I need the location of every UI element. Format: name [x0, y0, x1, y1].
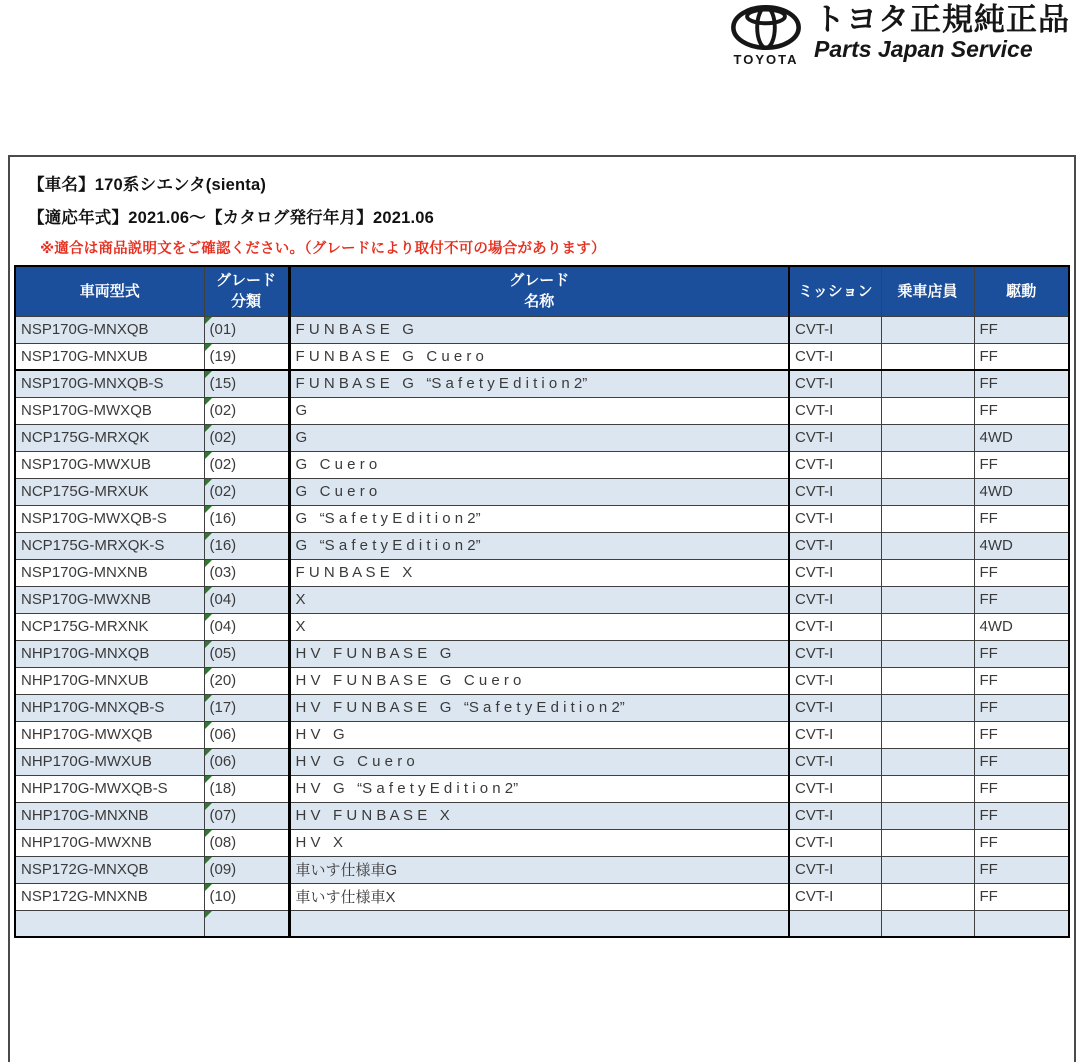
- cell-capacity: [881, 343, 974, 370]
- cell-grade-name: G: [289, 424, 789, 451]
- cell-capacity: [881, 316, 974, 343]
- cell-grade-class: [204, 424, 289, 451]
- cell-capacity: [881, 748, 974, 775]
- cell-model: NHP170G-MWXNB: [15, 829, 204, 856]
- cell-mission: CVT-I: [789, 694, 881, 721]
- header-grade-name-line1: グレード: [509, 272, 570, 290]
- cell-model: NCP175G-MRXQK-S: [15, 532, 204, 559]
- cell-drive: FF: [974, 640, 1069, 667]
- cell-grade-class: [204, 694, 289, 721]
- cell-grade-name: H V F U N B A S E X: [289, 802, 789, 829]
- cell-capacity: [881, 586, 974, 613]
- cell-capacity: [881, 775, 974, 802]
- table-row: [15, 775, 1069, 802]
- table-row: [15, 640, 1069, 667]
- cell-mission: CVT-I: [789, 829, 881, 856]
- cell-drive: FF: [974, 883, 1069, 910]
- table-header-row: [15, 266, 1069, 316]
- cell-grade-class-text: (15): [209, 375, 237, 393]
- cell-grade-class: [204, 910, 289, 937]
- cell-grade-class-text: (06): [209, 753, 237, 770]
- table-row: [15, 478, 1069, 505]
- cell-grade-name: F U N B A S E G C u e r o: [289, 343, 789, 370]
- cell-grade-class-text: (19): [209, 347, 237, 365]
- header-grade-class-line1: グレード: [215, 272, 276, 290]
- cell-grade-name: X: [289, 586, 789, 613]
- brand-subtitle: Parts Japan Service: [814, 36, 1033, 62]
- cell-mission: CVT-I: [789, 532, 881, 559]
- comment-marker-icon: [205, 533, 212, 540]
- header-grade-class-line2: 分類: [230, 293, 261, 311]
- cell-mission: CVT-I: [789, 478, 881, 505]
- cell-grade-class-text: (01): [209, 321, 237, 338]
- cell-grade-name: F U N B A S E G: [289, 316, 789, 343]
- cell-model: NSP170G-MWXUB: [15, 451, 204, 478]
- header-model-label: 車両型式: [79, 282, 140, 300]
- cell-model: NHP170G-MNXQB-S: [15, 694, 204, 721]
- table-row: [15, 451, 1069, 478]
- cell-grade-class: [204, 343, 289, 370]
- cell-drive: FF: [974, 856, 1069, 883]
- cell-mission: CVT-I: [789, 613, 881, 640]
- cell-grade-class: [204, 316, 289, 343]
- cell-capacity: [881, 721, 974, 748]
- cell-drive: 4WD: [974, 613, 1069, 640]
- cell-grade-class-text: (18): [209, 780, 237, 797]
- cell-drive: FF: [974, 748, 1069, 775]
- comment-marker-icon: [205, 614, 212, 621]
- cell-capacity: [881, 478, 974, 505]
- cell-drive: FF: [974, 451, 1069, 478]
- cell-grade-class: [204, 802, 289, 829]
- cell-capacity: [881, 910, 974, 937]
- cell-grade-name: G: [289, 397, 789, 424]
- cell-mission: CVT-I: [789, 424, 881, 451]
- brand-title-japanese: トヨタ正規純正品: [814, 2, 1070, 37]
- comment-marker-icon: [205, 884, 212, 891]
- cell-grade-name: G C u e r o: [289, 451, 789, 478]
- cell-drive: 4WD: [974, 424, 1069, 451]
- cell-capacity: [881, 424, 974, 451]
- cell-grade-name: 車いす仕様車X: [289, 883, 789, 910]
- cell-drive: FF: [974, 802, 1069, 829]
- comment-marker-icon: [205, 749, 212, 756]
- cell-grade-class: [204, 856, 289, 883]
- cell-grade-name: G “S a f e t y E d i t i o n 2”: [289, 532, 789, 559]
- table-row: [15, 316, 1069, 343]
- cell-mission: CVT-I: [789, 370, 881, 397]
- cell-model: NSP170G-MNXQB: [15, 316, 204, 343]
- comment-marker-icon: [205, 776, 212, 783]
- cell-grade-class: [204, 640, 289, 667]
- cell-grade-class-text: (04): [209, 591, 237, 608]
- cell-model: NCP175G-MRXNK: [15, 613, 204, 640]
- table-row: [15, 613, 1069, 640]
- cell-model: NSP170G-MWXNB: [15, 586, 204, 613]
- comment-marker-icon: [205, 668, 212, 675]
- cell-grade-class: [204, 397, 289, 424]
- cell-mission: CVT-I: [789, 505, 881, 532]
- brand-header: [728, 4, 1070, 67]
- table-row: [15, 721, 1069, 748]
- cell-capacity: [881, 451, 974, 478]
- cell-drive: FF: [974, 505, 1069, 532]
- table-row: [15, 883, 1069, 910]
- table-row: [15, 910, 1069, 937]
- comment-marker-icon: [205, 317, 212, 324]
- cell-capacity: [881, 694, 974, 721]
- cell-model: NSP172G-MNXNB: [15, 883, 204, 910]
- cell-grade-class-text: (02): [209, 456, 237, 473]
- cell-grade-class: [204, 613, 289, 640]
- cell-grade-class: [204, 667, 289, 694]
- cell-grade-name: G “S a f e t y E d i t i o n 2”: [289, 505, 789, 532]
- cell-grade-class-text: (20): [209, 672, 237, 689]
- cell-drive: 4WD: [974, 478, 1069, 505]
- comment-marker-icon: [205, 344, 212, 351]
- comment-marker-icon: [205, 560, 212, 567]
- cell-grade-class: [204, 370, 289, 397]
- cell-capacity: [881, 370, 974, 397]
- cell-grade-class-text: (03): [209, 564, 237, 581]
- comment-marker-icon: [205, 803, 212, 810]
- cell-model: NSP170G-MWXQB: [15, 397, 204, 424]
- cell-drive: [974, 910, 1069, 937]
- cell-mission: CVT-I: [789, 451, 881, 478]
- cell-model: NSP172G-MNXQB: [15, 856, 204, 883]
- cell-grade-name: [289, 910, 789, 937]
- cell-grade-class-text: (02): [209, 402, 237, 419]
- cell-grade-class-text: (16): [209, 510, 237, 527]
- cell-grade-class-text: (10): [209, 888, 237, 905]
- cell-model: NHP170G-MNXNB: [15, 802, 204, 829]
- comment-marker-icon: [205, 452, 212, 459]
- comment-marker-icon: [205, 587, 212, 594]
- cell-drive: FF: [974, 397, 1069, 424]
- header-grade-name-line2: 名称: [524, 293, 555, 311]
- comment-marker-icon: [205, 479, 212, 486]
- cell-model: NHP170G-MWXUB: [15, 748, 204, 775]
- cell-model: [15, 910, 204, 937]
- cell-grade-class-text: (02): [209, 483, 237, 500]
- cell-grade-name: H V G C u e r o: [289, 748, 789, 775]
- grade-spec-table: [14, 265, 1070, 938]
- cell-grade-name: H V X: [289, 829, 789, 856]
- cell-capacity: [881, 559, 974, 586]
- cell-drive: FF: [974, 343, 1069, 370]
- comment-marker-icon: [205, 506, 212, 513]
- cell-grade-class-text: (04): [209, 618, 237, 635]
- table-row: [15, 586, 1069, 613]
- car-name-line: 【車名】170系シエンタ(sienta): [28, 176, 267, 194]
- cell-capacity: [881, 667, 974, 694]
- header-capacity: [881, 266, 974, 316]
- cell-grade-class: [204, 478, 289, 505]
- cell-grade-class: [204, 721, 289, 748]
- cell-capacity: [881, 829, 974, 856]
- comment-marker-icon: [205, 695, 212, 702]
- header-model: [15, 266, 204, 316]
- header-mission: [789, 266, 881, 316]
- cell-model: NHP170G-MNXUB: [15, 667, 204, 694]
- cell-mission: CVT-I: [789, 748, 881, 775]
- toyota-wordmark: TOYOTA: [733, 52, 799, 67]
- toyota-logo-icon: [730, 4, 802, 51]
- cell-capacity: [881, 640, 974, 667]
- cell-mission: CVT-I: [789, 316, 881, 343]
- cell-mission: CVT-I: [789, 856, 881, 883]
- cell-capacity: [881, 613, 974, 640]
- cell-drive: 4WD: [974, 532, 1069, 559]
- cell-mission: CVT-I: [789, 775, 881, 802]
- cell-grade-class-text: (07): [209, 807, 237, 824]
- cell-grade-class: [204, 532, 289, 559]
- cell-drive: FF: [974, 775, 1069, 802]
- cell-model: NCP175G-MRXUK: [15, 478, 204, 505]
- table-row: [15, 802, 1069, 829]
- cell-model: NSP170G-MWXQB-S: [15, 505, 204, 532]
- cell-mission: CVT-I: [789, 802, 881, 829]
- header-mission-label: ミッション: [798, 282, 873, 300]
- cell-grade-name: G C u e r o: [289, 478, 789, 505]
- header-drive: [974, 266, 1069, 316]
- table-row: [15, 343, 1069, 370]
- cell-model: NCP175G-MRXQK: [15, 424, 204, 451]
- cell-grade-class-text: (09): [209, 861, 237, 878]
- fitment-warning-line: ※適合は商品説明文をご確認ください。（グレードにより取付不可の場合があります）: [40, 241, 606, 257]
- table-row: [15, 397, 1069, 424]
- cell-mission: CVT-I: [789, 640, 881, 667]
- header-grade-name: [289, 266, 789, 316]
- table-row: [15, 748, 1069, 775]
- comment-marker-icon: [205, 911, 212, 918]
- cell-model: NHP170G-MWXQB: [15, 721, 204, 748]
- cell-grade-class-text: (16): [209, 537, 237, 554]
- cell-model: NSP170G-MNXUB: [15, 343, 204, 370]
- cell-grade-class-text: (05): [209, 645, 237, 662]
- cell-capacity: [881, 802, 974, 829]
- table-row: [15, 424, 1069, 451]
- header-capacity-label: 乗車店員: [897, 282, 958, 300]
- cell-drive: FF: [974, 721, 1069, 748]
- cell-capacity: [881, 883, 974, 910]
- cell-drive: FF: [974, 370, 1069, 397]
- cell-grade-class: [204, 775, 289, 802]
- table-row: [15, 667, 1069, 694]
- cell-grade-name: X: [289, 613, 789, 640]
- cell-grade-class-text: (17): [209, 699, 237, 716]
- table-row: [15, 856, 1069, 883]
- cell-mission: CVT-I: [789, 586, 881, 613]
- cell-grade-class: [204, 883, 289, 910]
- cell-model: NHP170G-MWXQB-S: [15, 775, 204, 802]
- cell-mission: CVT-I: [789, 559, 881, 586]
- table-row: [15, 559, 1069, 586]
- cell-grade-name: F U N B A S E X: [289, 559, 789, 586]
- cell-capacity: [881, 532, 974, 559]
- cell-drive: FF: [974, 316, 1069, 343]
- table-row: [15, 370, 1069, 397]
- comment-marker-icon: [205, 857, 212, 864]
- cell-grade-name: H V F U N B A S E G “S a f e t y E d i t i o n 2”: [289, 694, 789, 721]
- cell-grade-class: [204, 559, 289, 586]
- cell-grade-name: H V F U N B A S E G: [289, 640, 789, 667]
- header-drive-label: 駆動: [1006, 282, 1037, 300]
- cell-grade-class: [204, 829, 289, 856]
- cell-mission: CVT-I: [789, 667, 881, 694]
- table-row: [15, 694, 1069, 721]
- cell-grade-name: F U N B A S E G “S a f e t y E d i t i o n 2”: [289, 370, 789, 397]
- table-row: [15, 505, 1069, 532]
- cell-model: NHP170G-MNXQB: [15, 640, 204, 667]
- cell-mission: CVT-I: [789, 883, 881, 910]
- cell-capacity: [881, 856, 974, 883]
- cell-grade-class: [204, 451, 289, 478]
- cell-grade-class: [204, 505, 289, 532]
- cell-grade-name: H V G: [289, 721, 789, 748]
- cell-mission: CVT-I: [789, 397, 881, 424]
- cell-drive: FF: [974, 694, 1069, 721]
- model-year-line: 【適応年式】2021.06～【カタログ発行年月】2021.06: [28, 209, 434, 227]
- catalog-panel: [8, 155, 1076, 1062]
- cell-grade-name: H V F U N B A S E G C u e r o: [289, 667, 789, 694]
- cell-grade-name: 車いす仕様車G: [289, 856, 789, 883]
- cell-drive: FF: [974, 586, 1069, 613]
- comment-marker-icon: [205, 371, 212, 378]
- comment-marker-icon: [205, 425, 212, 432]
- cell-model: NSP170G-MNXQB-S: [15, 370, 204, 397]
- cell-grade-class: [204, 748, 289, 775]
- comment-marker-icon: [205, 722, 212, 729]
- cell-capacity: [881, 397, 974, 424]
- comment-marker-icon: [205, 398, 212, 405]
- cell-mission: [789, 910, 881, 937]
- cell-grade-class-text: (02): [209, 429, 237, 446]
- cell-drive: FF: [974, 559, 1069, 586]
- cell-mission: CVT-I: [789, 721, 881, 748]
- cell-grade-class-text: (06): [209, 726, 237, 743]
- comment-marker-icon: [205, 830, 212, 837]
- cell-drive: FF: [974, 667, 1069, 694]
- cell-grade-name: H V G “S a f e t y E d i t i o n 2”: [289, 775, 789, 802]
- comment-marker-icon: [205, 641, 212, 648]
- toyota-emblem: [728, 4, 804, 67]
- table-row: [15, 829, 1069, 856]
- cell-grade-class: [204, 586, 289, 613]
- cell-model: NSP170G-MNXNB: [15, 559, 204, 586]
- header-grade-class: [204, 266, 289, 316]
- cell-grade-class-text: (08): [209, 834, 237, 851]
- table-row: [15, 532, 1069, 559]
- cell-drive: FF: [974, 829, 1069, 856]
- cell-mission: CVT-I: [789, 343, 881, 370]
- cell-capacity: [881, 505, 974, 532]
